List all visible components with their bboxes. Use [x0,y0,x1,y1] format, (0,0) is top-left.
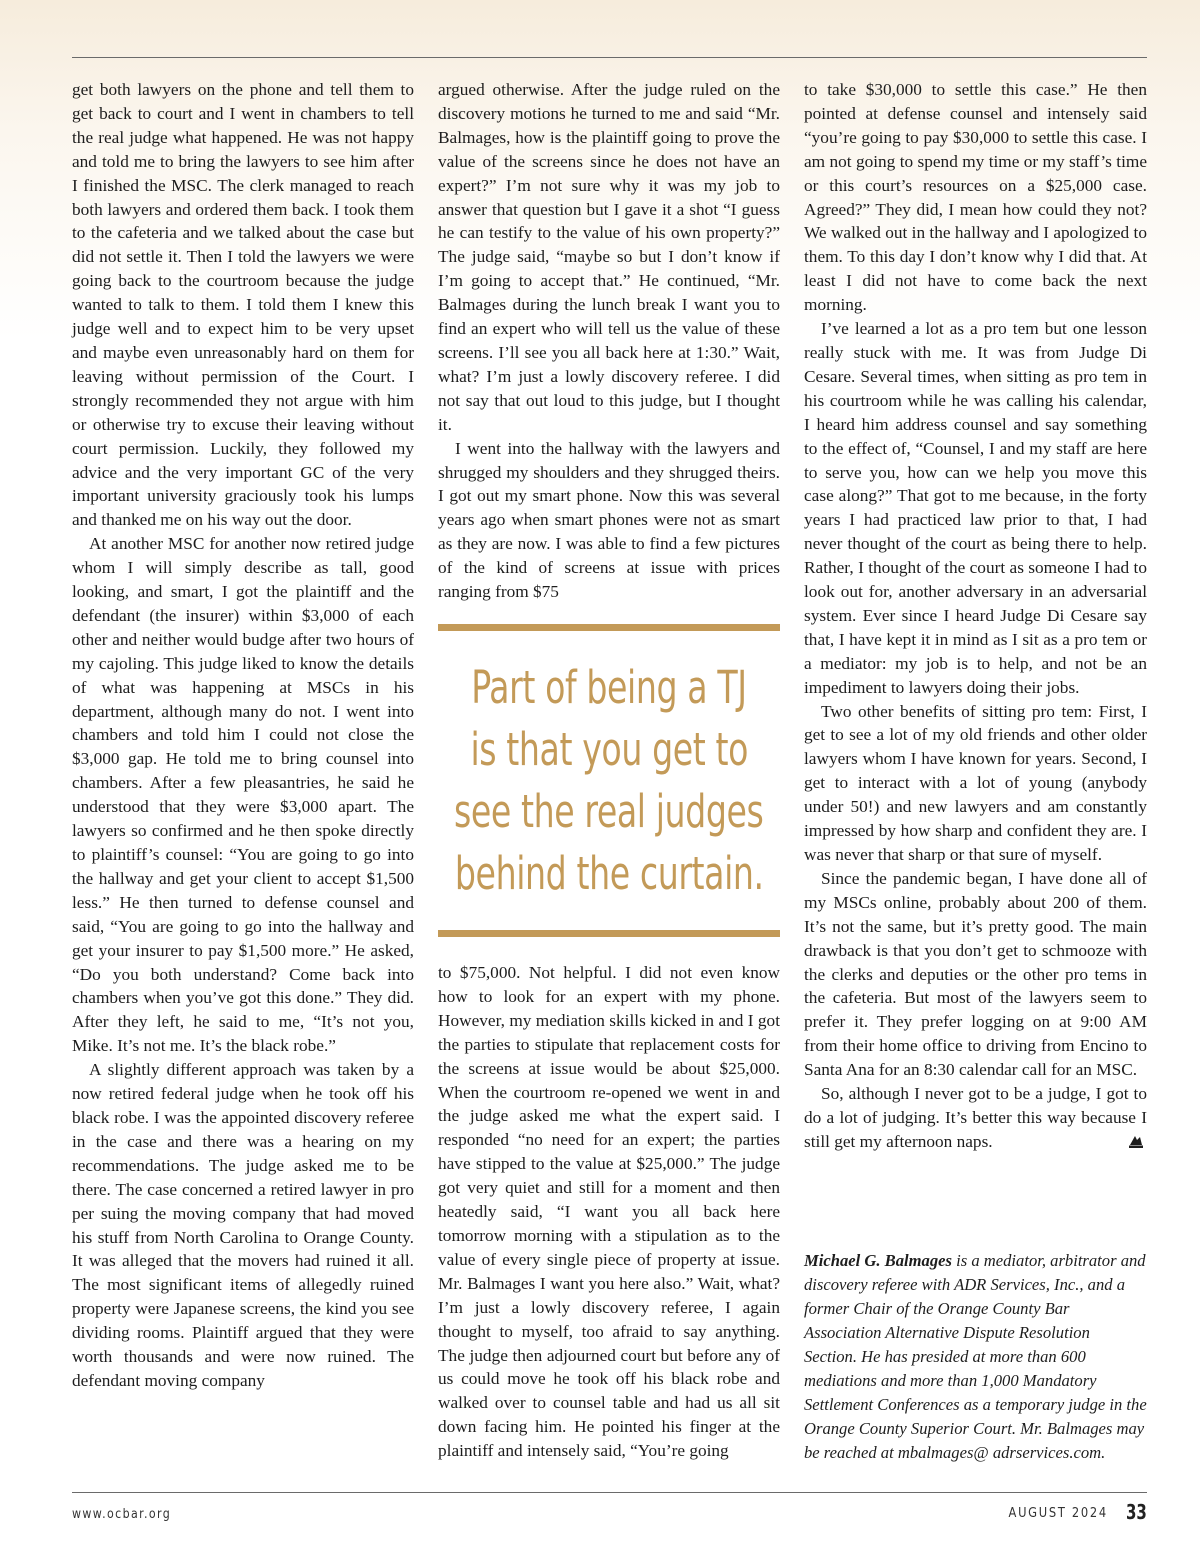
top-rule [72,57,1147,58]
footer-website: www.ocbar.org [72,1507,172,1522]
paragraph: Since the pandemic began, I have done all of my MSCs online, probably about 200 of them. It’s not the same, but it’s pretty good. The main drawback is that you don’t get to schmooze with the clerks and deputies or the other pro tems in the cafeteria. But most of the lawyers seem to prefer it. They prefer logging on at 9:00 AM from their home office to driving from Encino to Santa Ana for an 8:30 calendar call for an MSC. [804,868,1147,1080]
article-column-3 [804,78,1147,1154]
article-column-2-bottom [438,961,780,1463]
paragraph: argued otherwise. After the judge ruled on the discovery motions he turned to me and said “Mr. Balmages, how is the plaintiff going to prove the value of the screens since he does not have an expert?” I’m not sure why it was my job to answer that question but I gave it a shot “I guess he can testify to the value of his own property?” The judge said, “maybe so but I don’t know if I’m going to accept that.” He continued, “Mr. Balmages during the lunch break I want you to find an expert who will tell us the value of these screens. I’ll see you all back here at 1:30.” Wait, what? I’m just a lowly discovery referee. I did not say that out loud to this judge, but I thought it. [438,80,780,434]
pull-quote-line: see the real judges [454,784,764,838]
ocba-end-mark-icon [1128,1133,1144,1149]
paragraph: to take $30,000 to settle this case.” He then pointed at defense counsel and intensely said “you’re going to pay $30,000 to settle this case. I am not going to spend my time or my staff’s time or this court’s resources on a $25,000 case. Agreed?” They did, I mean how could they not? We walked out in the hallway and I apologized to them. To this day I don’t know why I did that. At least I did not have to come back the next morning. [804,80,1147,315]
author-bio [804,1249,1147,1465]
pull-quote [438,624,780,937]
article-column-2-top [438,78,780,604]
pull-quote-line: is that you get to [470,722,748,776]
paragraph: A slightly different approach was taken by a now retired federal judge when he took off his black robe. I was the appointed discovery referee in the case and there was a hearing on my recommendations. The judge asked me to be there. The case concerned a retired lawyer in pro per suing the moving company that had moved his stuff from North Carolina to Orange County. It was alleged that the movers had ruined it all. The most significant items of allegedly ruined property were Japanese screens, the kind you see dividing rooms. Plaintiff argued that they were worth thousands and were now ruined. The defendant moving company [72,1060,414,1390]
paragraph: At another MSC for another now retired judge whom I will simply describe as tall, good looking, and smart, I got the plaintiff and the defendant (the insurer) within $3,000 of each other and neither would budge after two hours of my cajoling. This judge liked to know the details of what was happening at MSCs in his department, although many do not. I went into chambers and told him I could not close the $3,000 gap. He told me to bring counsel into chambers. After a few pleasantries, he said he understood that they were $3,000 apart. The lawyers so confirmed and he then spoke directly to plaintiff’s counsel: “You are going to go into the hallway and get your client to accept $1,500 less.” He then turned to defense counsel and said, “You are going to go into the hallway and get your insurer to pay $1,500 more.” He asked, “Do you both understand? Come back into chambers when you’ve got this done.” They did. After they left, he said to me, “It’s not you, Mike. It’s not me. It’s the black robe.” [72,534,414,1056]
paragraph: Two other benefits of sitting pro tem: First, I get to see a lot of my old friends and other older lawyers whom I have known for years. Second, I get to interact with a lot of young (anybody under 50!) and new lawyers and am constantly impressed by how sharp and confident they are. I was never that sharp or that sure of myself. [804,701,1147,864]
author-bio-text: is a mediator, arbitrator and discovery referee with ADR Services, Inc., and a former Chair of the Orange County Bar Association Alternative Dispute Resolution Section. He has presided at more than 600 mediations and more than 1,000 Mandatory Settlement Conferences as a temporary judge in the Orange County Superior Court. Mr. Balmages may be reached at mbalmages@ adrservices.com. [804,1251,1147,1462]
footer-issue-date: AUGUST 2024 [1008,1505,1108,1521]
bottom-rule [72,1492,1147,1493]
author-name: Michael G. Balmages [804,1251,952,1270]
pull-quote-line: behind the curtain. [454,846,764,900]
final-paragraph-text: So, although I never got to be a judge, I got to do a lot of judging. It’s better this way because I still get my afternoon naps. [804,1084,1147,1151]
paragraph: to $75,000. Not helpful. I did not even know how to look for an expert with my phone. However, my mediation skills kicked in and I got the parties to stipulate that replacement costs for the screens at issue would be about $25,000. When the courtroom re-opened we went in and the judge asked me what the expert said. I responded “no need for an expert; the parties have stipped to the value at $25,000.” The judge got very quiet and still for a moment and then heatedly said, “I want you all back here tomorrow morning with a stipulation as to the value of every single piece of property at issue. Mr. Balmages I want you here also.” Wait, what? I’m just a lowly discovery referee, I again thought to myself, too afraid to say anything. The judge then adjourned court but before any of us could move he took off his black robe and walked over to counsel table and had us all sit down facing him. He pointed his finger at the plaintiff and intensely said, “You’re going [438,963,780,1461]
article-column-1 [72,78,414,1393]
paragraph: I’ve learned a lot as a pro tem but one lesson really stuck with me. It was from Judge Di Cesare. Several times, when sitting as pro tem in his courtroom while he was calling his calendar, I heard him address counsel and say something to the effect of, “Counsel, I and my staff are here to serve you, how can we help you move this case along?” That got to me because, in the forty years I had practiced law prior to that, I had never thought of the court as being there to help. Rather, I thought of the court as someone I had to look out for, another adversary in an adversarial system. Ever since I heard Judge Di Cesare say that, I have kept it in mind as I sit as a pro tem or a mediator: my job is to help, and not be an impediment to lawyers doing their jobs. [804,319,1147,697]
paragraph: I went into the hallway with the lawyers and shrugged my shoulders and they shrugged theirs. I got out my smart phone. Now this was several years ago when smart phones were not as smart as they are now. I was able to find a few pictures of the kind of screens at issue with prices ranging from $75 [438,438,780,602]
page-number: 33 [1126,1500,1147,1524]
paragraph-final [804,1082,1147,1154]
paragraph: get both lawyers on the phone and tell them to get back to court and I went in chambers to tell the real judge what happened. He was not happy and told me to bring the lawyers to see him after I finished the MSC. The clerk managed to reach both lawyers and ordered them back. I took them to the cafeteria and we talked about the case but did not settle it. Then I told the lawyers we were going back to the courtroom because the judge wanted to talk to them. I told them I knew this judge well and to expect him to be very upset and maybe even unreasonably hard on them for leaving without permission of the Court. I strongly recommended they not argue with him or otherwise try to excuse their leaving without court permission. Luckily, they followed my advice and the very important GC of the very important university graciously took his lumps and thanked me on his way out the door. [72,80,414,530]
pull-quote-line: Part of being a TJ [471,660,747,714]
